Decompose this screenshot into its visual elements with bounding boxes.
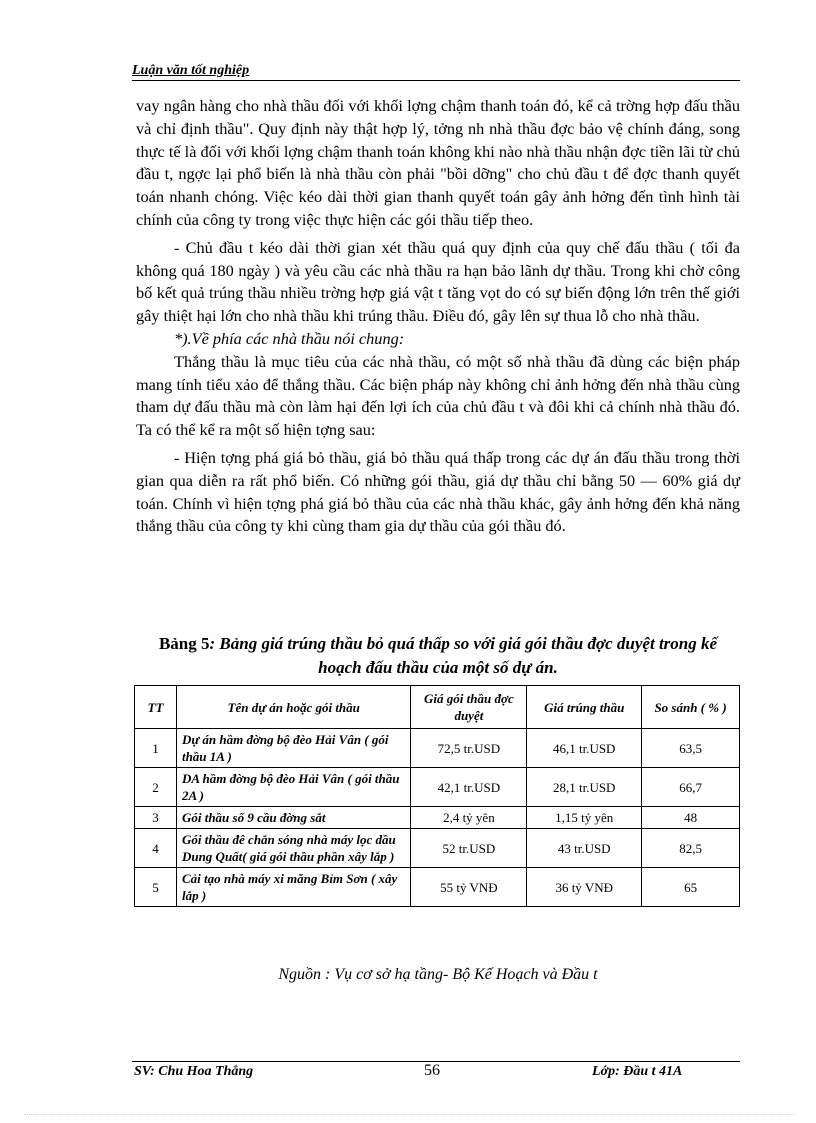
footer-class-name: Lớp: Đầu t 41A <box>592 1064 683 1079</box>
page-number: 56 <box>424 1062 440 1079</box>
section-heading-contractors: *).Về phía các nhà thầu nói chung: <box>174 328 405 348</box>
table-row <box>135 768 740 807</box>
table-row <box>135 729 740 768</box>
header-rule <box>132 80 740 81</box>
cell-approved-price: 2,4 tỷ yên <box>411 807 527 829</box>
cell-tt: 4 <box>135 829 177 868</box>
header-comparison: So sánh ( % ) <box>642 686 740 729</box>
page-bottom-divider <box>24 1114 794 1115</box>
table-row <box>135 807 740 829</box>
cell-winning-price: 46,1 tr.USD <box>527 729 642 768</box>
header-winning-price: Giá trúng thầu <box>527 686 642 729</box>
header-approved-price: Giá gói thầu đợc duyệt <box>411 686 527 729</box>
table-row <box>135 868 740 907</box>
cell-tt: 1 <box>135 729 177 768</box>
paragraph-continued: vay ngân hàng cho nhà thầu đối với khối lợng chậm thanh toán đó, kể cả trờng hợp đấu thầu và chỉ định thầu". Quy định này thật hợp lý, tởng nh nhà thầu đợc bảo vệ chính đáng, song thực tế là đối với khối lợng chậm thanh toán không khi nào nhà thầu nhận đợc tiền lãi từ chủ đầu t, ngợc lại phổ biến là nhà thầu còn phải "bồi dỡng" cho chủ đầu t để đợc thanh quyết toán nhanh chóng. Việc kéo dài thời gian thanh quyết toán gây ảnh hởng đến tình hình tài chính của công ty trong việc thực hiện các gói thầu tiếp theo. <box>136 96 740 229</box>
paragraph-owner-delay: - Chủ đầu t kéo dài thời gian xét thầu quá quy định của quy chế đấu thầu ( tối đa không quá 180 ngày ) và yêu cầu các nhà thầu ra hạn bảo lãnh dự thầu. Trong khi chờ công bố kết quả trúng thầu nhiều trờng hợp giá vật t tăng vọt do có sự biến động lớn trên thế giới gây thiệt hại lớn cho nhà thầu khi trúng thầu. Điều đó, gây lên sự thua lỗ cho nhà thầu. <box>136 237 740 326</box>
table-caption <box>136 632 740 680</box>
table-row <box>135 829 740 868</box>
bid-price-table <box>134 685 740 907</box>
cell-winning-price: 28,1 tr.USD <box>527 768 642 807</box>
paragraph-price-dumping: - Hiện tợng phá giá bỏ thầu, giá bỏ thầu quá thấp trong các dự án đấu thầu trong thời gian qua diễn ra rất phổ biến. Có những gói thầu, giá dự thầu chỉ bằng 50 — 60% giá dự toán. Chính vì hiện tợng phá giá bỏ thầu của các nhà thầu khác, gây ảnh hởng đến khả năng thắng thầu của công ty khi cùng tham gia dự thầu của gói thầu đó. <box>136 447 740 536</box>
header-project-name: Tên dự án hoặc gói thầu <box>176 686 411 729</box>
cell-tt: 2 <box>135 768 177 807</box>
table-source-note: Nguồn : Vụ cơ sở hạ tầng- Bộ Kế Hoạch và Đầu t <box>278 966 598 983</box>
cell-approved-price: 72,5 tr.USD <box>411 729 527 768</box>
cell-comparison: 82,5 <box>642 829 740 868</box>
cell-comparison: 66,7 <box>642 768 740 807</box>
cell-comparison: 63,5 <box>642 729 740 768</box>
cell-approved-price: 52 tr.USD <box>411 829 527 868</box>
cell-project-name: Gói thầu đê chắn sóng nhà máy lọc dầu Dung Quất( giá gói thầu phần xây lắp ) <box>176 829 411 868</box>
header-tt: TT <box>135 686 177 729</box>
cell-winning-price: 43 tr.USD <box>527 829 642 868</box>
table-caption-label: Bảng 5 <box>158 634 210 653</box>
cell-tt: 3 <box>135 807 177 829</box>
cell-comparison: 65 <box>642 868 740 907</box>
paragraph-winning-goal: Thắng thầu là mục tiêu của các nhà thầu, có một số nhà thầu đã dùng các biện pháp mang tính tiểu xảo để thắng thầu. Các biện pháp này không chỉ ảnh hởng đến nhà thầu cùng tham dự đấu thầu mà còn làm hại đến lợi ích của chủ đầu t và đôi khi cả chính nhà thầu đó. Ta có thể kể ra một số hiện tợng sau: <box>136 351 740 440</box>
footer-student-name: SV: Chu Hoa Thắng <box>134 1064 254 1079</box>
table-caption-text: : Bảng giá trúng thầu bỏ quá thấp so với giá gói thầu đợc duyệt trong kế hoạch đấu thầu của một số dự án. <box>209 634 718 677</box>
table-header-row <box>135 686 740 729</box>
cell-approved-price: 55 tỷ VNĐ <box>411 868 527 907</box>
running-header-title: Luận văn tốt nghiệp <box>132 63 250 78</box>
cell-tt: 5 <box>135 868 177 907</box>
cell-project-name: Gói thầu số 9 cầu đờng sắt <box>176 807 411 829</box>
cell-project-name: Dự án hầm đờng bộ đèo Hải Vân ( gói thầu 1A ) <box>176 729 411 768</box>
cell-winning-price: 36 tỷ VNĐ <box>527 868 642 907</box>
cell-approved-price: 42,1 tr.USD <box>411 768 527 807</box>
cell-project-name: DA hầm đờng bộ đèo Hải Vân ( gói thầu 2A ) <box>176 768 411 807</box>
body-text <box>136 95 740 538</box>
cell-comparison: 48 <box>642 807 740 829</box>
cell-project-name: Cải tạo nhà máy xi măng Bỉm Sơn ( xây lắp ) <box>176 868 411 907</box>
cell-winning-price: 1,15 tỷ yên <box>527 807 642 829</box>
